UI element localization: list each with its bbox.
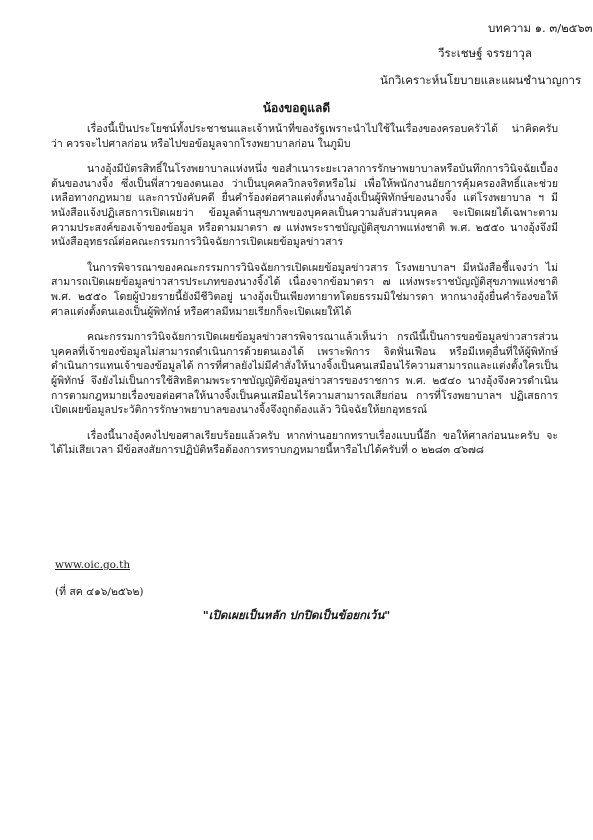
paragraph-committee-decision: คณะกรรมการวินิจฉัยการเปิดเผยข้อมูลข่าวสารพิจารณาแล้วเห็นว่า กรณีนี้เป็นการขอข้อมูลข่าวสารส่วนบุคคลที่เจ้าของข้อมูลไม่สามารถดำเนินการด้วยตนเองได้ เพราะพิการ จิตฟั่นเฟือน หรือมีเหตุอื่นที่ให้ผู้พิทักษ์ดำเนินการแทนเจ้าของข้อมูลได้ การที่ศาลยังไม่มีคำสั่งให้นางจิ้งเป็นคนเสมือนไร้ความสามารถและแต่งตั้งใครเป็นผู้พิทักษ์ จึงยังไม่เป็นการใช้สิทธิตามพระราชบัญญัติข้อมูลข่าวสารของราชการ พ.ศ. ๒๕๔๐ นางอุ้งจึงควรดำเนินการตามกฎหมายเรื่องขอต่อศาลให้นางจิ้งเป็นคนเสมือนไร้ความสามารถเสียก่อน การที่โรงพยาบาลฯ ปฏิเสธการเปิดเผยข้อมูลประวัติการรักษาพยาบาลของนางจิ้งจึงถูกต้องแล้ว วินิจฉัยให้ยกอุทธรณ์ [51,331,558,417]
paragraph-intro: เรื่องนี้เป็นประโยชน์ทั้งประชาชนและเจ้าหน้าที่ของรัฐเพราะนำไปใช้ในเรื่องของครอบครัวได้ น่าคิดครับว่า ควรจะไปศาลก่อน หรือไปขอข้อมูลจากโรงพยาบาลก่อน ในภูมิบ [51,123,558,150]
paragraph-hospital-response: ในการพิจารณาของคณะกรรมการวินิจฉัยการเปิดเผยข้อมูลข่าวสาร โรงพยาบาลฯ มีหนังสือชี้แจงว่า ไม่สามารถเปิดเผยข้อมูลข่าวสารประเภทของนางจิ้งได้ เนื่องจากข้อมาตรา ๗ แห่งพระราชบัญญัติสุขภาพแห่งชาติ พ.ศ. ๒๕๕๐ โดยผู้ป่วยรายนี้ยังมีชีวิตอยู่ นางอุ้งเป็นเพียงทายาทโดยธรรมมิใช่มารดา หากนางอุ้งยื่นคำร้องขอให้ศาลแต่งตั้งตนเองเป็นผู้พิทักษ์ หรือศาลมีหมายเรียกก็จะเปิดเผยให้ได้ [51,261,558,318]
website-link[interactable]: www.oic.go.th [55,559,131,571]
file-reference: (ที่ สค ๔๑๖/๒๕๖๒) [55,586,144,598]
article-title: น้องขอดูแลดี [262,101,331,115]
author-position: นักวิเคราะห์นโยบายและแผนชำนาญการ [380,73,582,87]
paragraph-case: นางอุ้งมีบัตรสิทธิ์ในโรงพยาบาลแห่งหนึ่ง ขอสำเนาระยะเวลาการรักษาพยาบาลหรือบันทึกการวินิจฉัยเบื้องต้นของนางจิ้ง ซึ่งเป็นพี่สาวของตนเอง ว่าเป็นบุคคลวิกลจริตหรือไม่ เพื่อให้พนักงานอัยการคุ้มครองสิทธิ์และช่วยเหลือทางกฎหมาย และการบังคับคดี ยื่นคำร้องต่อศาลแต่งตั้งนางอุ้งเป็นผู้พิทักษ์ของนางจิ้ง แต่โรงพยาบาล ฯ มีหนังสือแจ้งปฏิเสธการเปิดเผยว่า ข้อมูลด้านสุขภาพของบุคคลเป็นความลับส่วนบุคคล จะเปิดเผยได้เฉพาะตามความประสงค์ของเจ้าของข้อมูล หรือตามมาตรา ๗ แห่งพระราชบัญญัติสุขภาพแห่งชาติ พ.ศ. ๒๕๕๐ นางอุ้งจึงมีหนังสืออุทธรณ์ต่อคณะกรรมการวินิจฉัยการเปิดเผยข้อมูลข่าวสาร [51,163,558,249]
slogan: "เปิดเผยเป็นหลัก ปกปิดเป็นข้อยกเว้น" [202,608,391,622]
article-body [51,122,558,469]
author-name: วีระเชษฐ์ จรรยาวุล [438,46,532,60]
paragraph-closing: เรื่องนี้นางอุ้งคงไปขอศาลเรียบร้อยแล้วครับ หากท่านอยากทราบเรื่องแบบนี้อีก ขอให้ศาลก่อนนะครับ จะได้ไม่เสียเวลา มีข้อสงสัยการปฏิบัติหรือต้องการทราบกฎหมายนี้หารือไปได้ครับที่ ๐ ๒๒๘๓ ๔๖๗๘ [51,429,558,457]
article-code: บทความ ๑. ๓/๒๕๖๓ [488,21,593,35]
